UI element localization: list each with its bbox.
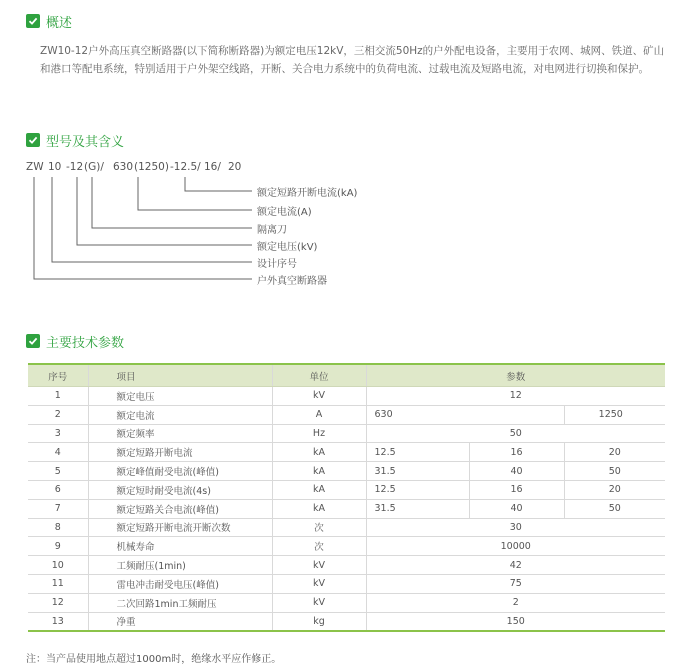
row-value: 40 (469, 499, 564, 518)
row-unit: kA (272, 443, 366, 462)
check-icon (26, 334, 40, 348)
header-params: 参数 (366, 364, 665, 387)
row-value: 12.5 (366, 443, 469, 462)
row-item: 机械寿命 (88, 537, 272, 556)
model-part-isolator: (G)/ (84, 161, 104, 173)
row-value: 30 (366, 518, 665, 537)
row-item: 二次回路1min工频耐压 (88, 593, 272, 612)
row-unit: Hz (272, 424, 366, 443)
row-no: 11 (28, 574, 88, 593)
row-no: 12 (28, 593, 88, 612)
row-value: 20 (564, 443, 665, 462)
row-no: 3 (28, 424, 88, 443)
table-row (28, 593, 665, 612)
row-value: 50 (564, 462, 665, 481)
row-value: 75 (366, 574, 665, 593)
row-no: 13 (28, 612, 88, 631)
table-row (28, 518, 665, 537)
row-value: 31.5 (366, 499, 469, 518)
table-row (28, 574, 665, 593)
row-unit: kA (272, 462, 366, 481)
row-value: 12.5 (366, 480, 469, 499)
row-item: 额定短路开断电流开断次数 (88, 518, 272, 537)
row-item: 额定短时耐受电流(4s) (88, 480, 272, 499)
row-item: 额定频率 (88, 424, 272, 443)
table-row (28, 537, 665, 556)
specs-note: 注：当产品使用地点超过1000m时，绝缘水平应作修正。 (26, 654, 282, 665)
row-unit: kA (272, 499, 366, 518)
row-unit: kV (272, 387, 366, 406)
header-unit: 单位 (272, 364, 366, 387)
model-meaning-isolator: 隔离刀 (257, 225, 287, 236)
model-part-voltage: -12 (66, 161, 84, 173)
row-value: 16 (469, 443, 564, 462)
spec-table-header (28, 364, 665, 387)
row-no: 8 (28, 518, 88, 537)
row-value: 50 (366, 424, 665, 443)
row-unit: kV (272, 556, 366, 575)
row-unit: kV (272, 593, 366, 612)
row-value: 10000 (366, 537, 665, 556)
model-meaning-design-no: 设计序号 (257, 259, 297, 270)
row-item: 额定峰值耐受电流(峰值) (88, 462, 272, 481)
model-meaning-voltage: 额定电压(kV) (257, 242, 318, 253)
model-part-current: 630 (113, 161, 134, 173)
table-row (28, 443, 665, 462)
row-no: 6 (28, 480, 88, 499)
row-value: 40 (469, 462, 564, 481)
overview-text: ZW10-12户外高压真空断路器(以下简称断路器)为额定电压12kV，三相交流50Hz的户外配电设备，主要用于农网、城网、铁道、矿山和港口等配电系统，特别适用于户外架空线路，开断、关合电力系统中的负荷电流、过载电流及短路电流，对电网进行切换和保护。 (40, 45, 665, 75)
overview-title: 概述 (46, 15, 73, 31)
model-part-design-no: 10 (48, 161, 62, 173)
row-item: 额定短路关合电流(峰值) (88, 499, 272, 518)
table-row (28, 499, 665, 518)
header-item: 项目 (88, 364, 272, 387)
model-meaning-series: 户外真空断路器 (257, 276, 327, 287)
row-no: 1 (28, 387, 88, 406)
row-no: 5 (28, 462, 88, 481)
row-unit: kA (272, 480, 366, 499)
row-item: 额定电流 (88, 405, 272, 424)
row-value: 2 (366, 593, 665, 612)
row-value: 20 (564, 480, 665, 499)
model-part-breaking-2: 16/ (204, 161, 221, 173)
row-value: 50 (564, 499, 665, 518)
row-no: 7 (28, 499, 88, 518)
row-unit: A (272, 405, 366, 424)
model-part-breaking-1: -12.5/ (170, 161, 201, 173)
table-row (28, 405, 665, 424)
model-part-current-alt: (1250) (134, 161, 169, 173)
model-meaning-breaking: 额定短路开断电流(kA) (257, 188, 358, 199)
row-no: 2 (28, 405, 88, 424)
row-value: 12 (366, 387, 665, 406)
model-title: 型号及其含义 (46, 134, 125, 150)
row-unit: 次 (272, 537, 366, 556)
table-row (28, 424, 665, 443)
row-value: 1250 (564, 405, 665, 424)
row-value: 16 (469, 480, 564, 499)
row-item: 额定短路开断电流 (88, 443, 272, 462)
row-item: 额定电压 (88, 387, 272, 406)
row-item: 工频耐压(1min) (88, 556, 272, 575)
row-item: 净重 (88, 612, 272, 631)
table-row (28, 612, 665, 631)
table-row (28, 387, 665, 406)
table-row (28, 480, 665, 499)
row-unit: kV (272, 574, 366, 593)
row-no: 4 (28, 443, 88, 462)
row-item: 雷电冲击耐受电压(峰值) (88, 574, 272, 593)
header-no: 序号 (28, 364, 88, 387)
row-value: 42 (366, 556, 665, 575)
model-part-series: ZW (26, 161, 44, 173)
specs-heading (26, 332, 124, 350)
row-no: 10 (28, 556, 88, 575)
specs-title: 主要技术参数 (46, 335, 125, 351)
model-meaning-current: 额定电流(A) (257, 207, 312, 218)
row-value: 630 (366, 405, 564, 424)
spec-table (28, 363, 665, 632)
table-row (28, 462, 665, 481)
table-row (28, 556, 665, 575)
row-no: 9 (28, 537, 88, 556)
row-unit: kg (272, 612, 366, 631)
model-part-breaking-3: 20 (228, 161, 242, 173)
row-value: 31.5 (366, 462, 469, 481)
row-value: 150 (366, 612, 665, 631)
row-unit: 次 (272, 518, 366, 537)
